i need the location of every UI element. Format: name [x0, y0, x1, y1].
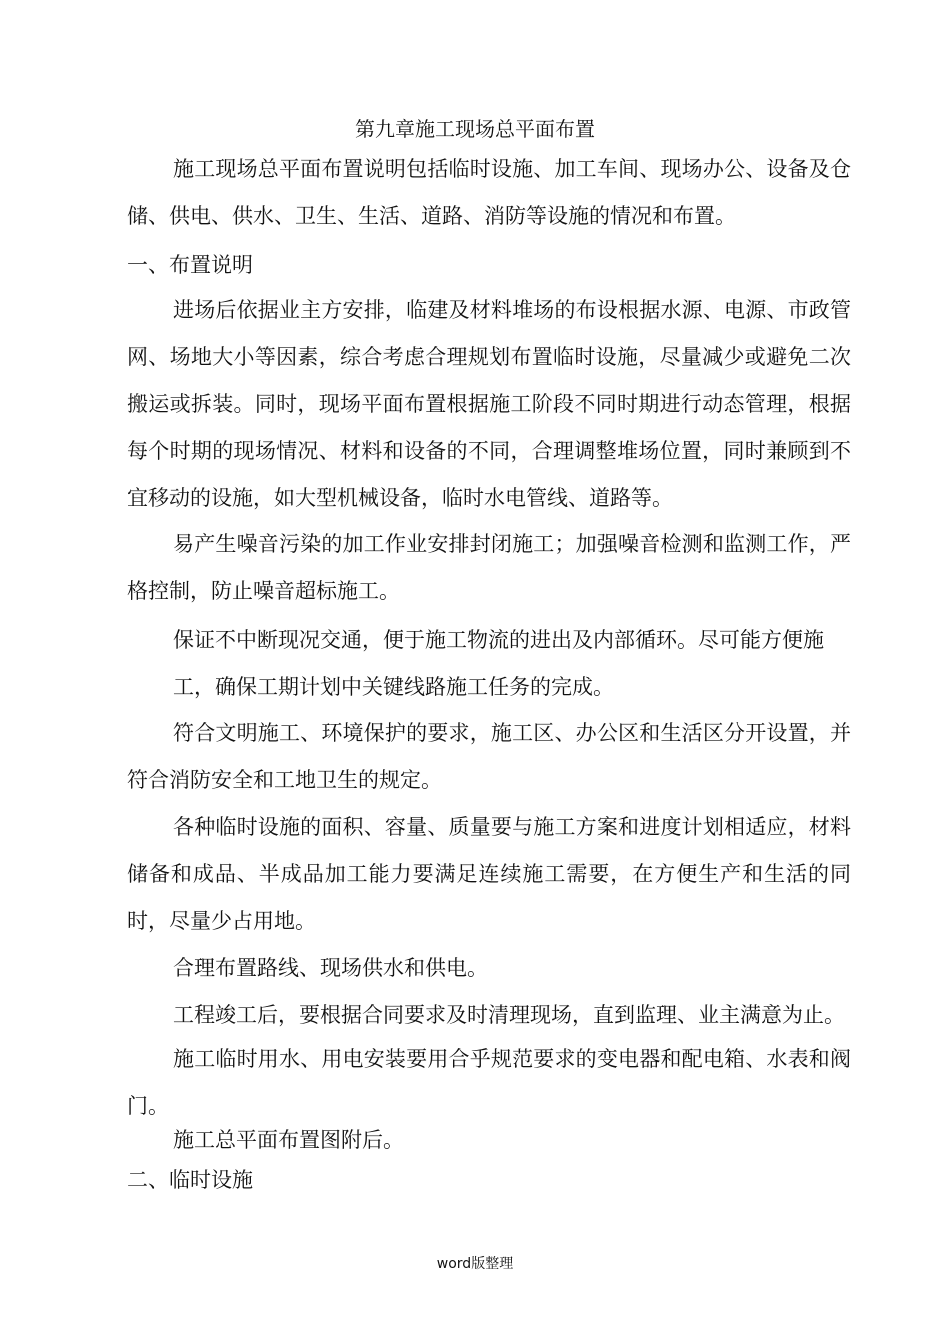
- page-footer: word版整理: [436, 1256, 514, 1272]
- paragraph-layout-drawing: 施工总平面布置图附后。: [173, 1128, 404, 1152]
- paragraph-site-planning: 进场后依据业主方安排，临建及材料堆场的布设根据水源、电源、市政管网、场地大小等因素，综合考虑合理规划布置临时设施，尽量减少或避免二次搬运或拆装。同时，现场平面布置根据施工阶段不同时期进行动态管理，根据每个时期的现场情况、材料和设备的不同，合理调整堆场位置，同时兼顾到不宜移动的设施，如大型机械设备，临时水电管线、道路等。: [127, 298, 851, 510]
- paragraph-noise-control: 易产生噪音污染的加工作业安排封闭施工；加强噪音检测和监测工作，严格控制，防止噪音超标施工。: [127, 532, 851, 603]
- section-heading-temporary-facilities: 二、临时设施: [127, 1168, 253, 1192]
- chapter-title: 第九章施工现场总平面布置: [355, 117, 595, 141]
- paragraph-completion: 工程竣工后，要根据合同要求及时清理现场，直到监理、业主满意为止。: [173, 1003, 845, 1027]
- section-heading-layout: 一、布置说明: [127, 253, 253, 277]
- paragraph-temporary-facilities: 各种临时设施的面积、容量、质量要与施工方案和进度计划相适应，材料储备和成品、半成品加工能力要满足连续施工需要，在方便生产和生活的同时，尽量少占用地。: [127, 815, 851, 933]
- paragraph-traffic-line2: 工，确保工期计划中关键线路施工任务的完成。: [173, 675, 614, 699]
- paragraph-water-electricity: 施工临时用水、用电安装要用合乎规范要求的变电器和配电箱、水表和阀门。: [127, 1047, 851, 1118]
- paragraph-civilized-construction: 符合文明施工、环境保护的要求，施工区、办公区和生活区分开设置，并符合消防安全和工地卫生的规定。: [127, 721, 851, 792]
- paragraph-routes: 合理布置路线、现场供水和供电。: [173, 956, 488, 980]
- paragraph-traffic-line1: 保证不中断现况交通，便于施工物流的进出及内部循环。尽可能方便施: [173, 628, 824, 652]
- intro-paragraph: 施工现场总平面布置说明包括临时设施、加工车间、现场办公、设备及仓储、供电、供水、卫生、生活、道路、消防等设施的情况和布置。: [127, 157, 851, 228]
